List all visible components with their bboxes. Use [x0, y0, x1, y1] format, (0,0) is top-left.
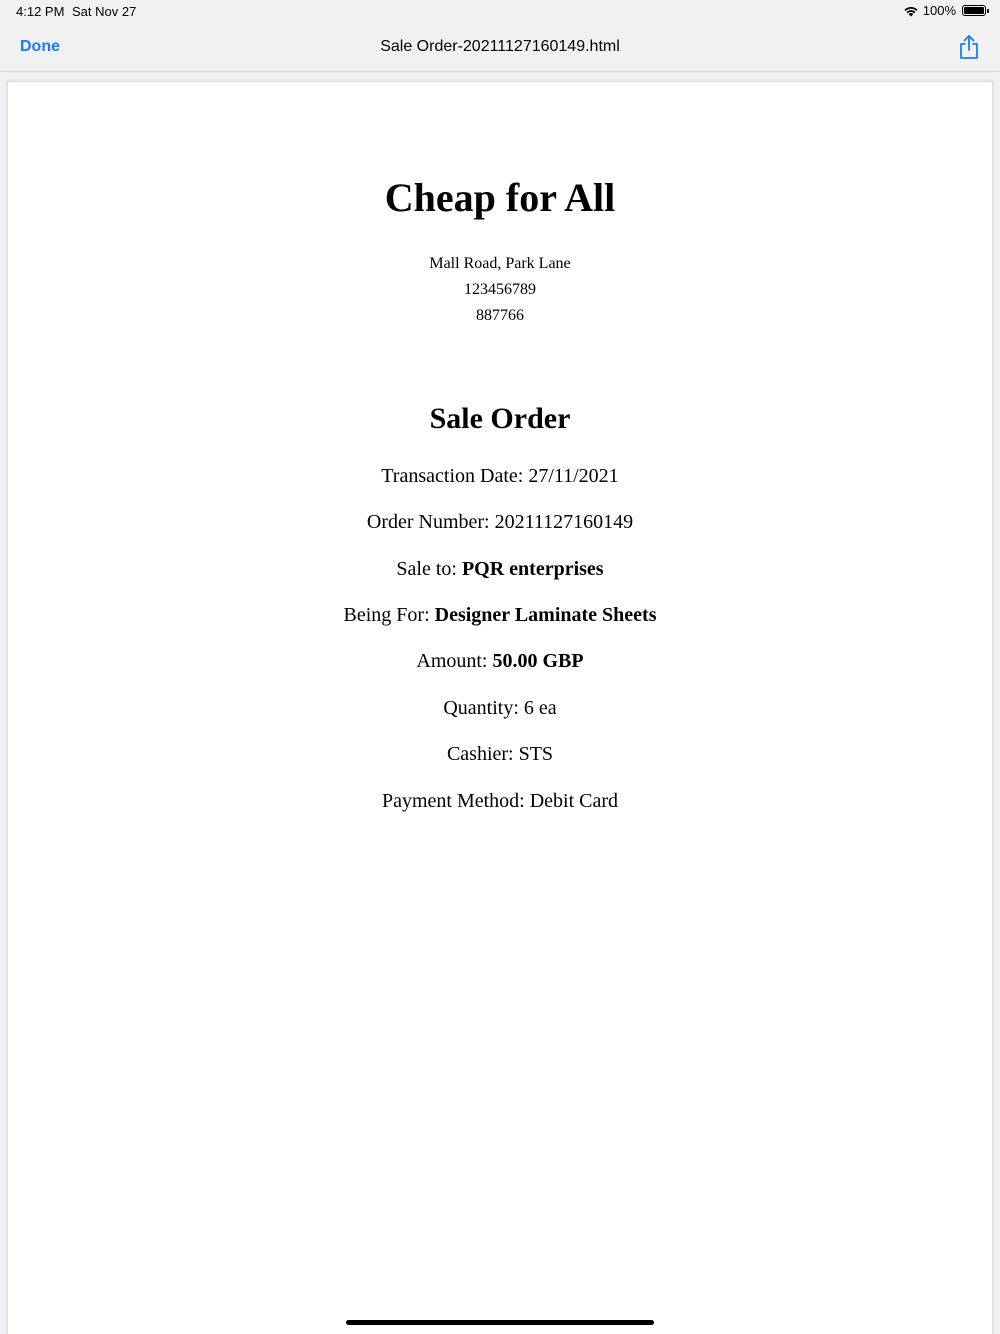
document-view[interactable] [8, 82, 992, 1334]
detail-being-for [8, 602, 992, 628]
detail-cashier [8, 741, 992, 767]
detail-value: Designer Laminate Sheets [434, 604, 657, 626]
detail-value: 27/11/2021 [528, 465, 619, 487]
detail-label: Amount: [416, 650, 493, 672]
detail-label: Transaction Date: [381, 465, 529, 487]
navigation-bar [0, 24, 1000, 72]
detail-label: Order Number: [366, 511, 495, 533]
wifi-icon [903, 5, 919, 17]
status-date: Sat Nov 27 [72, 4, 137, 19]
section-title: Sale Order [429, 402, 571, 435]
share-icon[interactable] [958, 34, 980, 60]
battery-icon [962, 5, 986, 16]
detail-quantity [8, 695, 992, 721]
status-bar [0, 0, 1000, 24]
detail-value: 6 ea [523, 697, 557, 719]
detail-order-number [8, 509, 992, 535]
detail-value: 50.00 GBP [492, 650, 584, 672]
detail-transaction-date [8, 463, 992, 489]
battery-tip [987, 9, 989, 13]
detail-payment-method [8, 788, 992, 814]
detail-value: PQR enterprises [461, 558, 604, 580]
status-indicators [903, 3, 986, 18]
detail-value: Debit Card [529, 790, 619, 812]
store-name: Cheap for All [384, 175, 616, 220]
address-line: Mall Road, Park Lane [429, 255, 571, 272]
detail-label: Being For: [343, 604, 435, 626]
detail-sale-to [8, 556, 992, 582]
phone-line: 123456789 [464, 281, 536, 298]
detail-amount [8, 648, 992, 674]
detail-value: 20211127160149 [494, 511, 634, 533]
battery-percent: 100% [922, 3, 956, 18]
battery-fill [964, 7, 984, 14]
done-button[interactable]: Done [20, 38, 60, 55]
detail-label: Payment Method: [381, 790, 530, 812]
status-time: 4:12 PM [16, 4, 65, 19]
postcode-line: 887766 [476, 307, 524, 324]
detail-label: Quantity: [443, 697, 524, 719]
home-indicator[interactable] [346, 1320, 654, 1325]
detail-value: STS [518, 743, 554, 765]
nav-title: Sale Order-20211127160149.html [380, 38, 620, 55]
detail-label: Cashier: [446, 743, 519, 765]
detail-label: Sale to: [396, 558, 462, 580]
